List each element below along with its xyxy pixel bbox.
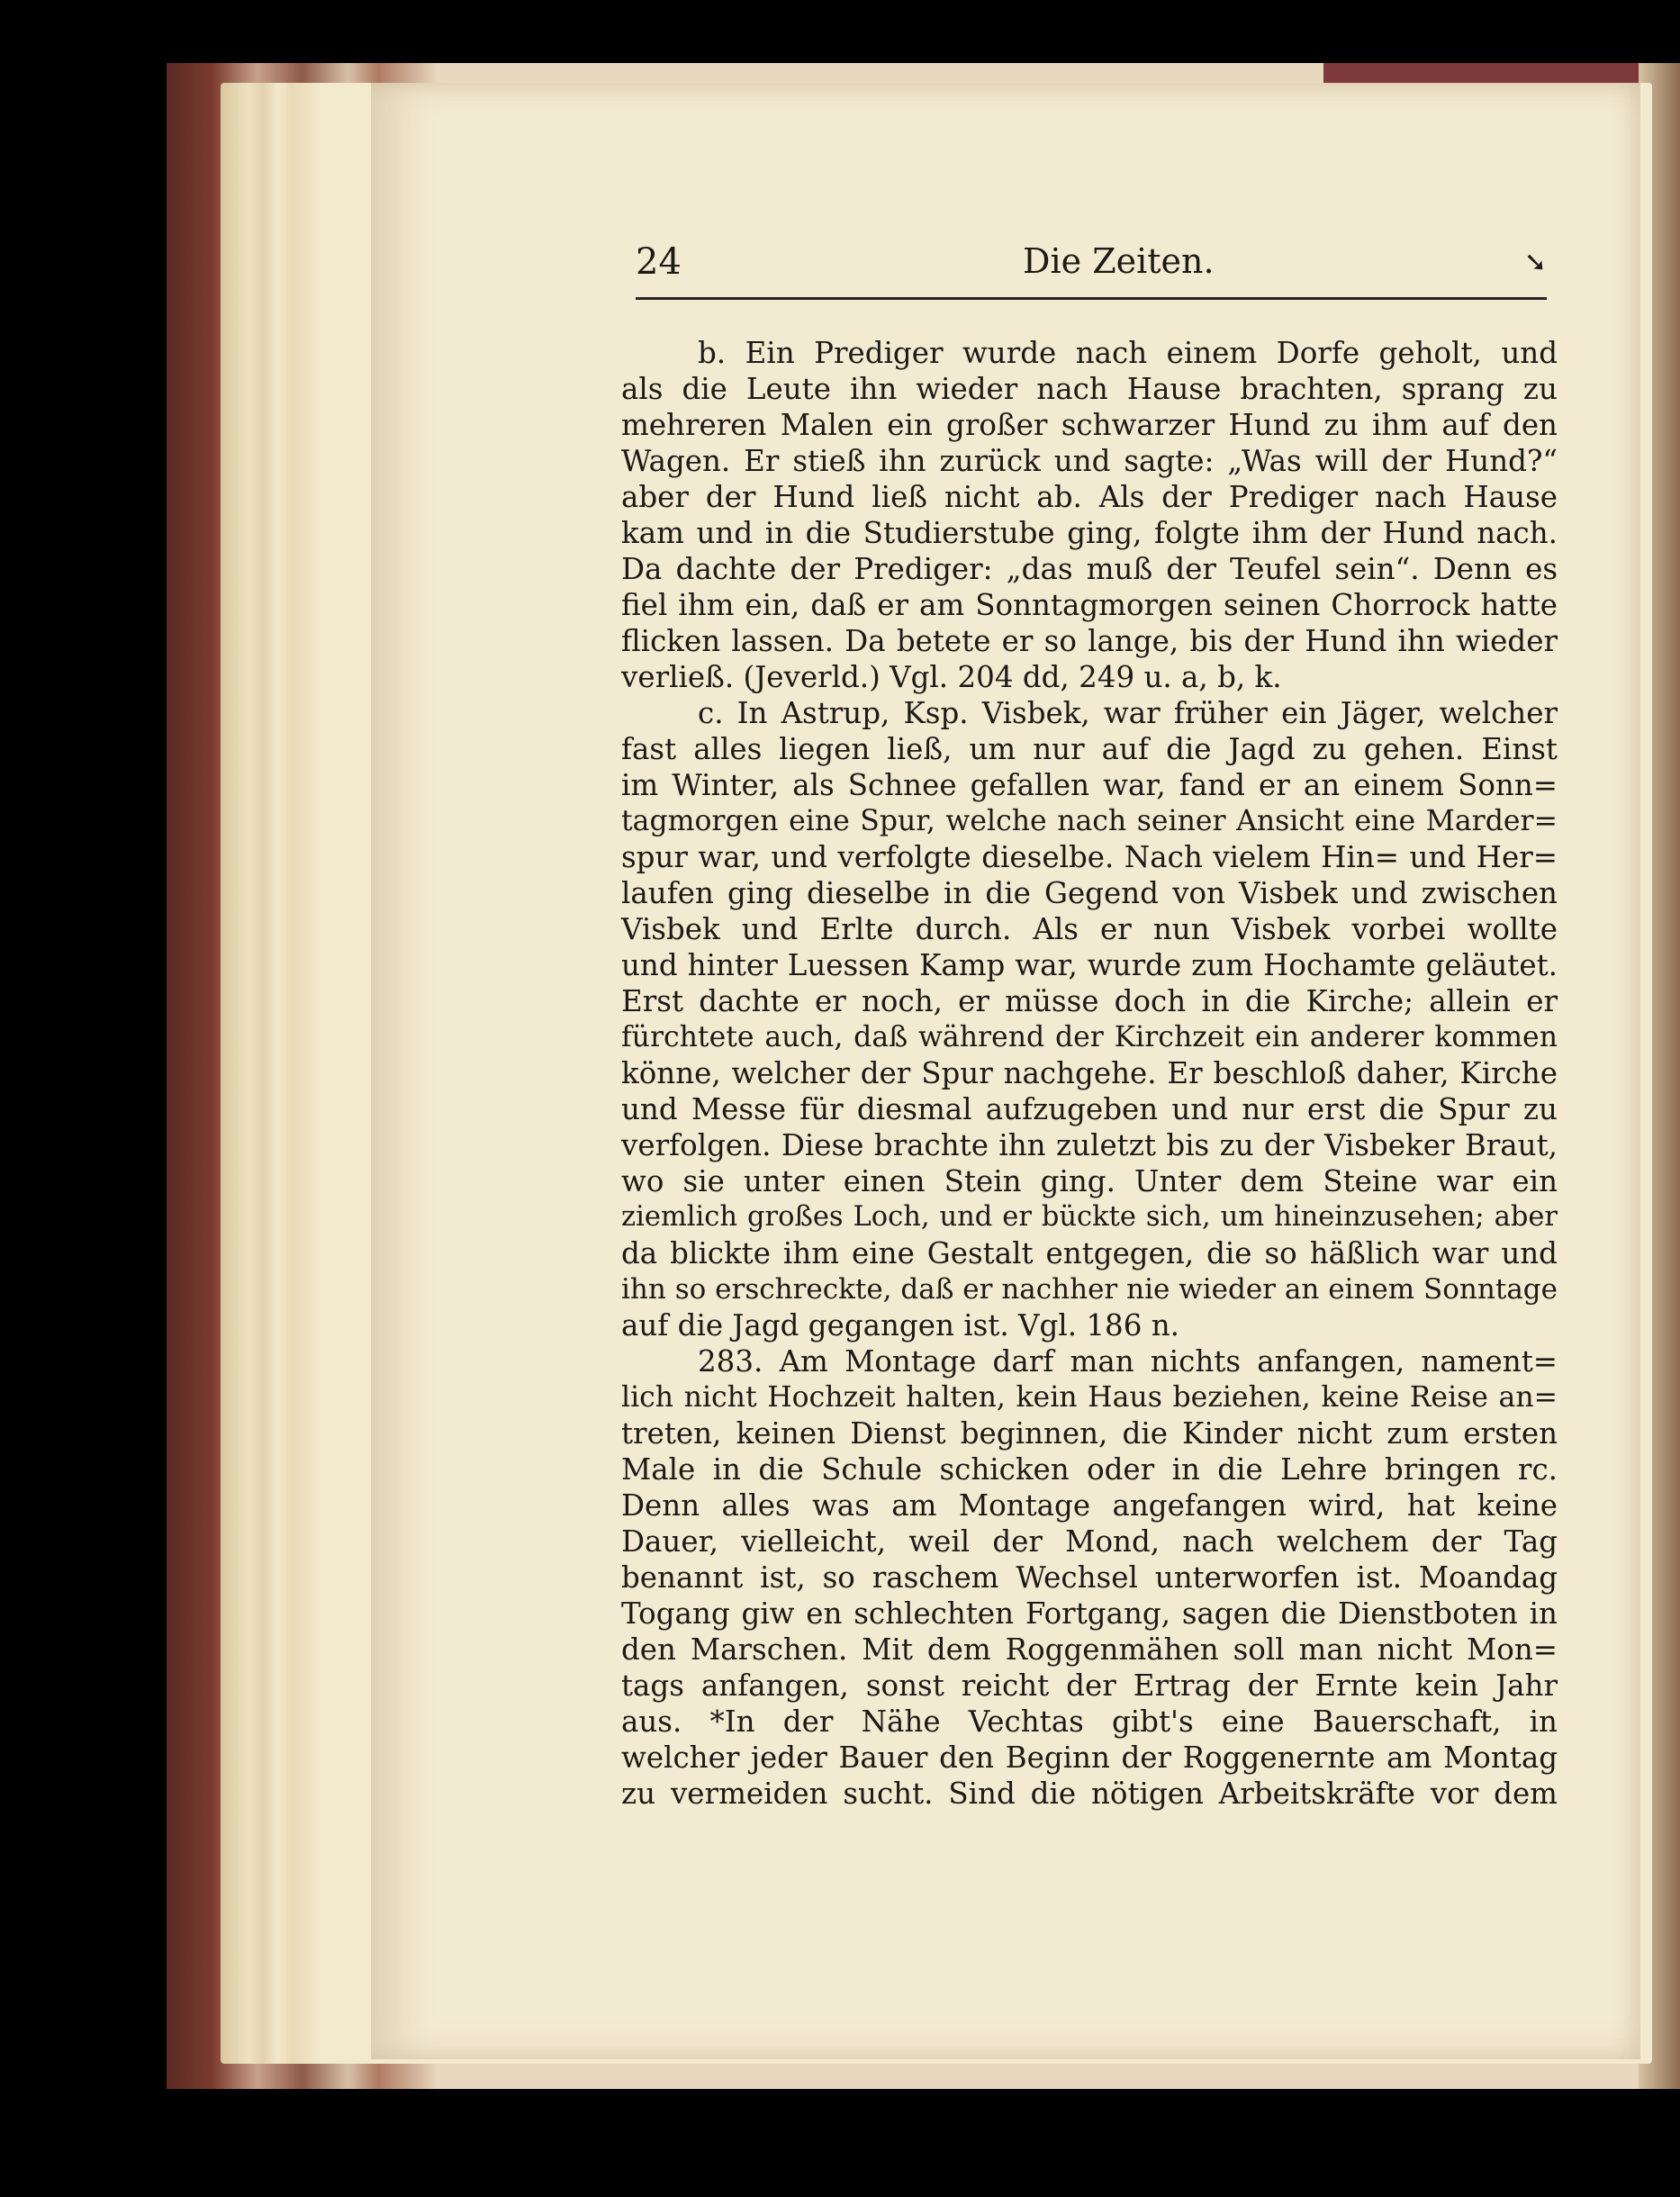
text-line: als die Leute ihn wieder nach Hause brachten, sprang zu bbox=[621, 372, 1558, 406]
text-line: Male in die Schule schicken oder in die Lehre bringen rc. bbox=[621, 1452, 1558, 1487]
text-line: 283. Am Montage darf man nichts anfangen, nament= bbox=[698, 1344, 1558, 1379]
text-line: auf die Jagd gegangen ist. Vgl. 186 n. bbox=[621, 1308, 1179, 1343]
text-line: und Messe für diesmal aufzugeben und nur erst die Spur zu bbox=[621, 1092, 1558, 1126]
text-line: wo sie unter einen Stein ging. Unter dem Steine war ein bbox=[621, 1164, 1558, 1198]
text-line: c. In Astrup, Ksp. Visbek, war früher ein Jäger, welcher bbox=[698, 696, 1558, 730]
header-mark-icon: ➘ bbox=[1523, 247, 1547, 278]
text-line: fast alles liegen ließ, um nur auf die Jagd zu gehen. Einst bbox=[621, 732, 1558, 766]
text-line: b. Ein Prediger wurde nach einem Dorfe geholt, und bbox=[698, 336, 1558, 370]
text-line: verfolgen. Diese brachte ihn zuletzt bis zu der Visbeker Braut, bbox=[621, 1128, 1558, 1162]
text-line: aus. *In der Nähe Vechtas gibt's eine Bauerschaft, in bbox=[621, 1704, 1558, 1739]
text-line: und hinter Luessen Kamp war, wurde zum Hochamte geläutet. bbox=[621, 948, 1558, 982]
text-line: tags anfangen, sonst reicht der Ertrag der Ernte kein Jahr bbox=[621, 1668, 1558, 1703]
text-line: flicken lassen. Da betete er so lange, bis der Hund ihn wieder bbox=[621, 624, 1558, 658]
page-number: 24 bbox=[636, 241, 682, 283]
text-line: Erst dachte er noch, er müsse doch in die Kirche; allein er bbox=[621, 984, 1558, 1018]
text-line: tagmorgen eine Spur, welche nach seiner Ansicht eine Marder= bbox=[621, 805, 1558, 837]
text-line: treten, keinen Dienst beginnen, die Kinder nicht zum ersten bbox=[621, 1416, 1558, 1451]
text-line: zu vermeiden sucht. Sind die nötigen Arbeitskräfte vor dem bbox=[621, 1777, 1558, 1811]
text-line: fiel ihm ein, daß er am Sonntagmorgen seinen Chorrock hatte bbox=[621, 588, 1558, 622]
text-line: lich nicht Hochzeit halten, kein Haus beziehen, keine Reise an= bbox=[621, 1381, 1558, 1414]
page-header bbox=[636, 241, 1547, 300]
text-line: benannt ist, so raschem Wechsel unterworfen ist. Moandag bbox=[621, 1560, 1558, 1595]
text-line: könne, welcher der Spur nachgehe. Er beschloß daher, Kirche bbox=[621, 1056, 1558, 1090]
text-line: ihn so erschreckte, daß er nachher nie wieder an einem Sonntage bbox=[621, 1273, 1558, 1306]
text-line: kam und in die Studierstube ging, folgte ihm der Hund nach. bbox=[621, 516, 1558, 550]
text-line: spur war, und verfolgte dieselbe. Nach vielem Hin= und Her= bbox=[621, 840, 1558, 874]
text-line: Dauer, vielleicht, weil der Mond, nach welchem der Tag bbox=[621, 1524, 1558, 1559]
text-line: Denn alles was am Montage angefangen wird, hat keine bbox=[621, 1488, 1558, 1523]
body-text bbox=[621, 335, 1558, 1812]
text-line: den Marschen. Mit dem Roggenmähen soll man nicht Mon= bbox=[621, 1632, 1558, 1667]
text-line: laufen ging dieselbe in die Gegend von Visbek und zwischen bbox=[621, 876, 1558, 910]
text-line: da blickte ihm eine Gestalt entgegen, die so häßlich war und bbox=[621, 1236, 1558, 1270]
text-line: Wagen. Er stieß ihn zurück und sagte: „Was will der Hund?“ bbox=[621, 444, 1558, 478]
text-line: ziemlich großes Loch, und er bückte sich, um hineinzusehen; aber bbox=[621, 1201, 1558, 1233]
text-line: verließ. (Jeverld.) Vgl. 204 dd, 249 u. a, b, k. bbox=[621, 660, 1282, 694]
text-line: mehreren Malen ein großer schwarzer Hund zu ihm auf den bbox=[621, 408, 1558, 442]
text-line: im Winter, als Schnee gefallen war, fand er an einem Sonn= bbox=[621, 768, 1558, 802]
text-line: fürchtete auch, daß während der Kirchzeit ein anderer kommen bbox=[621, 1021, 1558, 1053]
text-line: aber der Hund ließ nicht ab. Als der Prediger nach Hause bbox=[621, 480, 1558, 514]
text-line: Visbek und Erlte durch. Als er nun Visbek vorbei wollte bbox=[621, 912, 1558, 946]
text-line: Togang giw en schlechten Fortgang, sagen die Dienstboten in bbox=[621, 1596, 1558, 1631]
text-line: welcher jeder Bauer den Beginn der Roggenernte am Montag bbox=[621, 1740, 1558, 1775]
text-line: Da dachte der Prediger: „das muß der Teufel sein“. Denn es bbox=[621, 552, 1558, 586]
running-title: Die Zeiten. bbox=[1023, 241, 1215, 281]
